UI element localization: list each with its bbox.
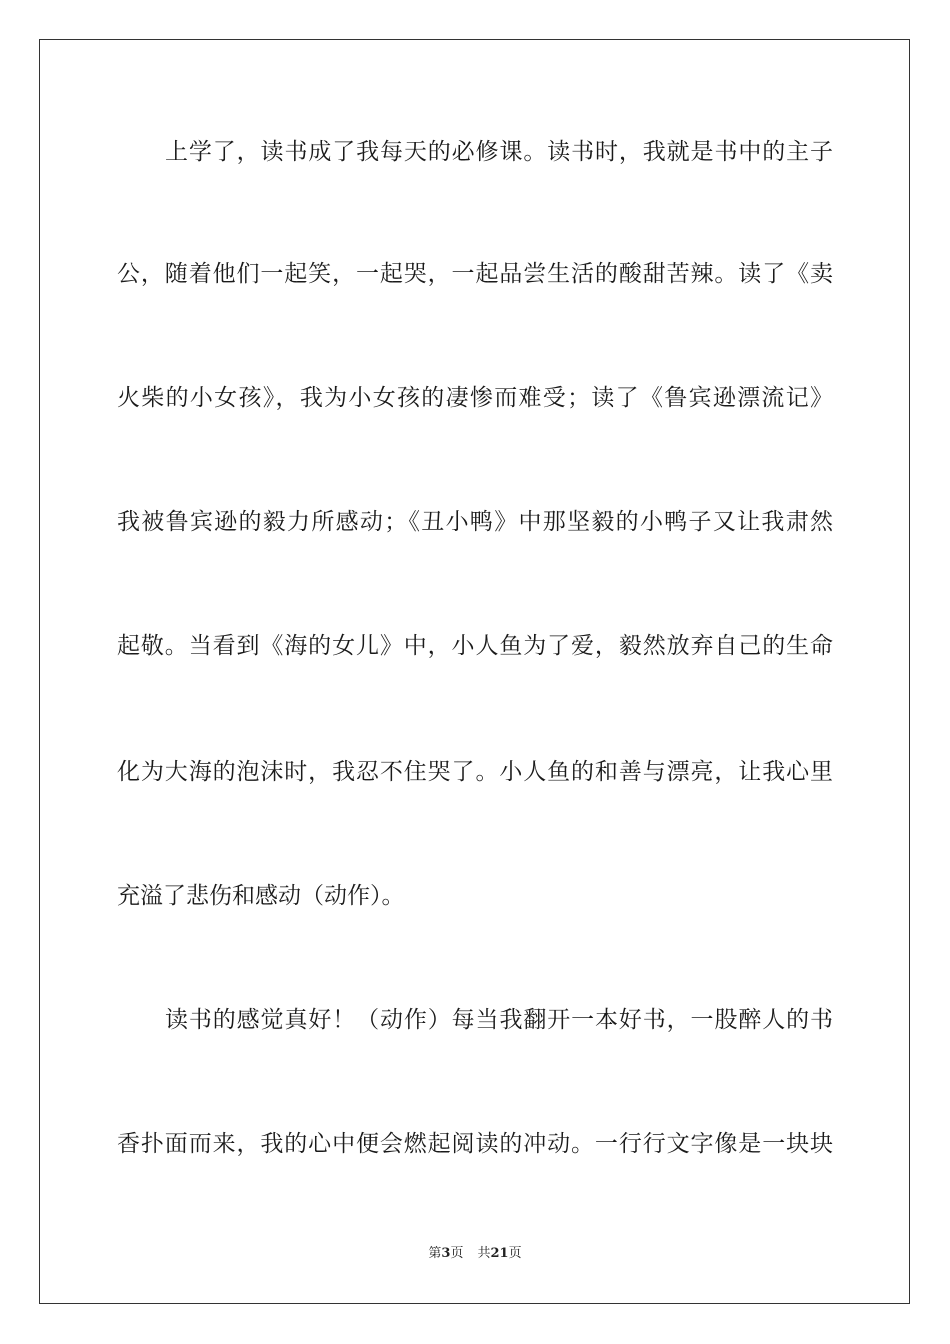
- text-line-7: 充溢了悲伤和感动（动作）。: [117, 883, 405, 909]
- text-line-1: 上学了，读书成了我每天的必修课。读书时，我就是书中的主子: [165, 139, 833, 165]
- text-line-6: 化为大海的泡沫时，我忍不住哭了。小人鱼的和善与漂亮，让我心里: [117, 759, 833, 785]
- footer-page-suffix: 页: [450, 1246, 464, 1261]
- text-line-9: 香扑面而来，我的心中便会燃起阅读的冲动。一行行文字像是一块块: [117, 1131, 833, 1157]
- text-line-8: 读书的感觉真好！（动作）每当我翻开一本好书，一股醉人的书: [165, 1007, 833, 1033]
- text-line-5: 起敬。当看到《海的女儿》中，小人鱼为了爱，毅然放弃自己的生命: [117, 633, 833, 659]
- footer-total-suffix: 页: [508, 1246, 522, 1261]
- text-line-2: 公，随着他们一起笑，一起哭，一起品尝生活的酸甜苦辣。读了《卖: [117, 261, 833, 287]
- footer-total-number: 21: [490, 1246, 509, 1261]
- text-line-4: 我被鲁宾逊的毅力所感动；《丑小鸭》中那坚毅的小鸭子又让我肃然: [117, 509, 833, 535]
- footer-total-prefix: 共: [477, 1246, 491, 1261]
- footer-page-number: 3: [441, 1246, 451, 1261]
- text-line-3: 火柴的小女孩》，我为小女孩的凄惨而难受；读了《鲁宾逊漂流记》: [117, 385, 833, 411]
- footer-page-prefix: 第: [428, 1246, 442, 1261]
- page-frame: [39, 39, 910, 1304]
- page-footer: [0, 1245, 950, 1263]
